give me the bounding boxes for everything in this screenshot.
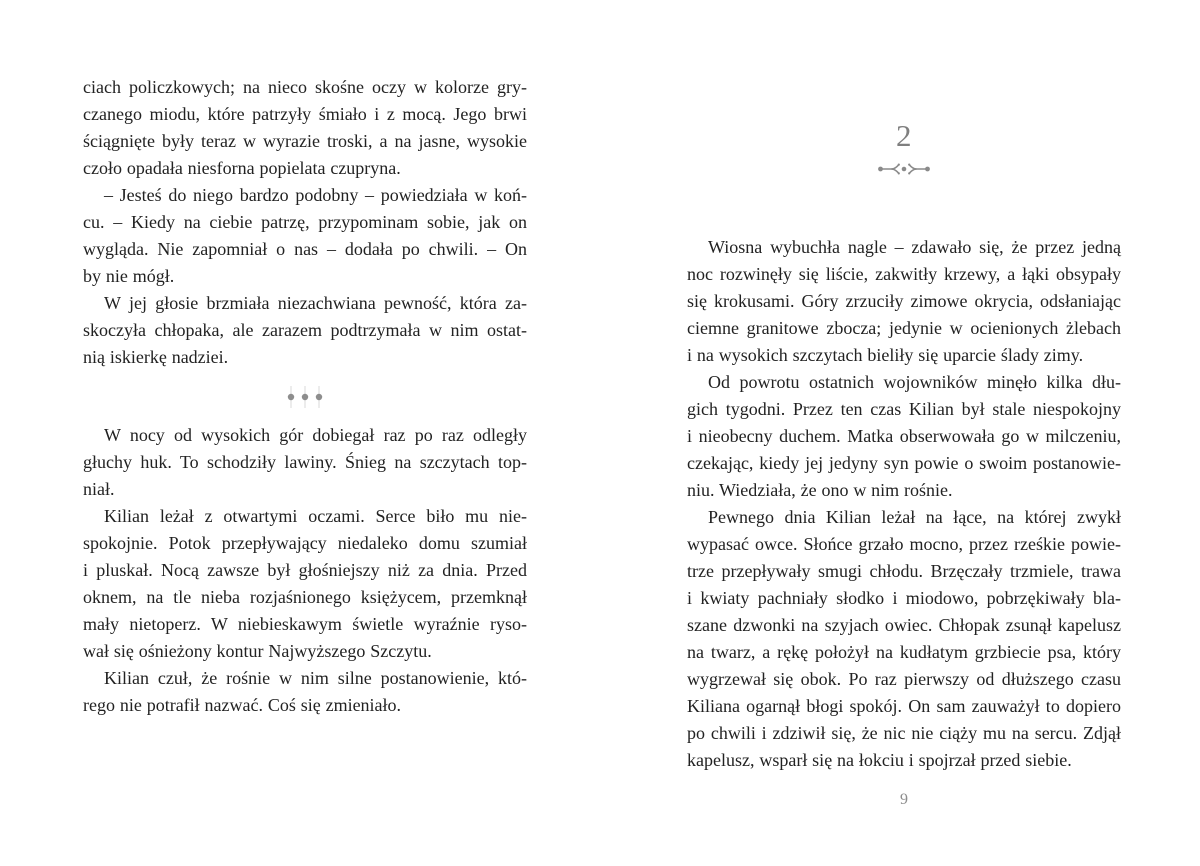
text-line: szane dzwonki na szyjach owiec. Chłopak zsunął kapelusz — [687, 615, 1121, 635]
chapter-divider — [687, 161, 1121, 177]
text-line: – Jesteś do niego bardzo podobny – powiedziała w koń- — [104, 185, 527, 205]
text-line: Wiosna wybuchła nagle – zdawało się, że przez jedną — [708, 237, 1121, 257]
text-line: kapelusz, wsparł się na łokciu i spojrzał przed siebie. — [687, 750, 1072, 770]
text-line: Od powrotu ostatnich wojowników minęło kilka dłu- — [708, 372, 1121, 392]
left-page — [83, 74, 527, 719]
text-line: ściągnięte były teraz w wyrazie troski, a na jasne, wysokie — [83, 131, 527, 151]
section-break — [83, 371, 527, 422]
text-line: wygląda. Nie zapomniał o nas – dodała po chwili. – On — [83, 239, 527, 259]
text-line: W nocy od wysokich gór dobiegał raz po raz odległy — [104, 425, 527, 445]
text-line: ciemne granitowe zbocza; jedynie w ocienionych żlebach — [687, 318, 1121, 338]
text-line: wygrzewał się obok. Po raz pierwszy od dłuższego czasu — [687, 669, 1121, 689]
right-page-text — [687, 234, 1121, 774]
text-line: skoczyła chłopaka, ale zarazem podtrzymała w nim ostat- — [83, 320, 527, 340]
text-line: wał się ośnieżony kontur Najwyższego Szczytu. — [83, 641, 432, 661]
text-line: by nie mógł. — [83, 266, 175, 286]
text-line: cu. – Kiedy na ciebie patrzę, przypominam sobie, jak on — [83, 212, 527, 232]
text-line: Kiliana ogarnął błogi spokój. On sam zauważył to dopiero — [687, 696, 1121, 716]
left-page-text-top — [83, 74, 527, 371]
text-line: ciach policzkowych; na nieco skośne oczy w kolorze gry- — [83, 77, 527, 97]
branch-divider-ornament-icon — [877, 161, 931, 177]
text-line: się krokusami. Góry zrzuciły zimowe okrycia, odsłaniając — [687, 291, 1121, 311]
text-line: głuchy huk. To schodziły lawiny. Śnieg na szczytach top- — [83, 452, 527, 472]
text-line: spokojnie. Potok przepływający niedaleko domu szumiał — [83, 533, 527, 553]
left-page-text-bottom — [83, 422, 527, 719]
text-line: Kilian czuł, że rośnie w nim silne postanowienie, któ- — [104, 668, 527, 688]
text-line: mały nietoperz. W niebieskawym świetle wyraźnie ryso- — [83, 614, 527, 634]
text-line: czanego miodu, które patrzyły śmiało i z mocą. Jego brwi — [83, 104, 527, 124]
text-line: Kilian leżał z otwartymi oczami. Serce biło mu nie- — [104, 506, 527, 526]
text-line: trze przepływały smugi chłodu. Brzęczały trzmiele, trawa — [687, 561, 1121, 581]
chapter-number: 2 — [896, 118, 912, 153]
text-line: nią iskierkę nadziei. — [83, 347, 229, 367]
text-line: wypasać owce. Słońce grzało mocno, przez rześkie powie- — [687, 534, 1121, 554]
text-line: czekając, kiedy jej jedyny syn powie o swoim postanowie- — [687, 453, 1121, 473]
text-line: i kwiaty pachniały słodko i miodowo, pobrzękiwały bla- — [687, 588, 1121, 608]
text-line: czoło opadała niesforna popielata czupryna. — [83, 158, 401, 178]
page-number: 9 — [900, 791, 908, 808]
text-line: na twarz, a rękę położył na kudłatym grzbiecie psa, który — [687, 642, 1121, 662]
text-line: niu. Wiedziała, że ono w nim rośnie. — [687, 480, 953, 500]
text-line: i pluskał. Nocą zawsze był głośniejszy niż za dnia. Przed — [83, 560, 527, 580]
right-page — [687, 234, 1121, 774]
text-line: W jej głosie brzmiała niezachwiana pewność, która za- — [104, 293, 527, 313]
text-line: gich tygodni. Przez ten czas Kilian był stale niespokojny — [687, 399, 1121, 419]
text-line: po chwili i zdziwił się, że nic nie ciąży mu na sercu. Zdjął — [687, 723, 1121, 743]
text-line: oknem, na tle nieba rozjaśnionego księżycem, przemknął — [83, 587, 527, 607]
text-line: rego nie potrafił nazwać. Coś się zmieniało. — [83, 695, 402, 715]
text-line: i na wysokich szczytach bieliły się uparcie ślady zimy. — [687, 345, 1084, 365]
three-dots-ornament-icon — [285, 384, 325, 410]
text-line: Pewnego dnia Kilian leżał na łące, na której zwykł — [708, 507, 1121, 527]
text-line: i nieobecny duchem. Matka obserwowała go w milczeniu, — [687, 426, 1121, 446]
text-line: noc rozwinęły się liście, zakwitły krzewy, a łąki obsypały — [687, 264, 1121, 284]
text-line: niał. — [83, 479, 115, 499]
